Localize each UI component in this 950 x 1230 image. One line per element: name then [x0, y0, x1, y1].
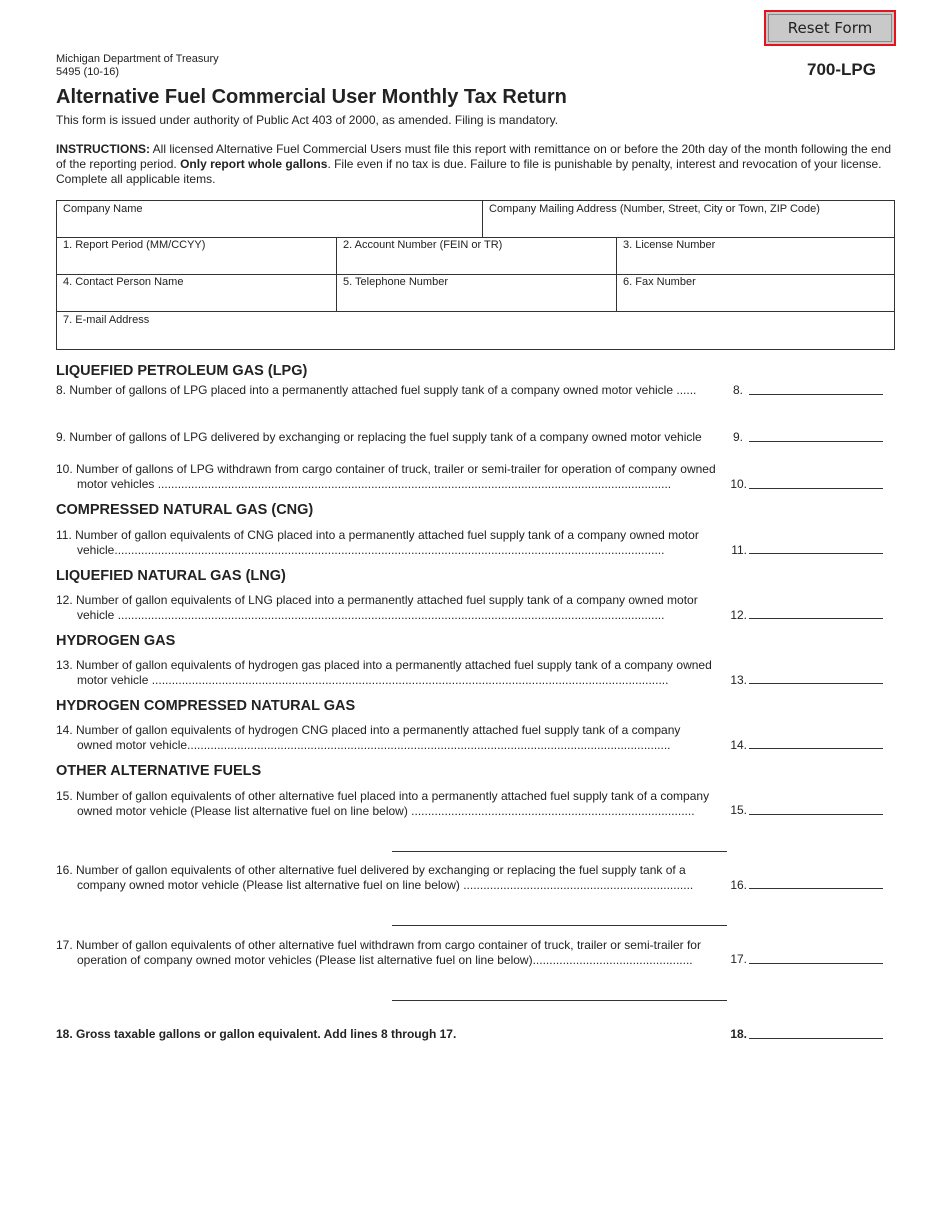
- line-14-input[interactable]: [749, 748, 883, 749]
- report-row: [56, 237, 895, 275]
- line-17-text-2: operation of company owned motor vehicles (Please list alternative fuel on line below)................................................: [77, 953, 693, 967]
- line-10-text-2: motor vehicles ..........................................................................................................................................................: [77, 477, 672, 491]
- line-15-text-2: owned motor vehicle (Please list alternative fuel on line below) .....................................................................................: [77, 804, 695, 818]
- section-hydrogen-cng: HYDROGEN COMPRESSED NATURAL GAS: [56, 698, 356, 714]
- line-10-text-1: 10. Number of gallons of LPG withdrawn from cargo container of truck, trailer or semi-trailer for operation of company owned: [56, 462, 716, 476]
- license-number-label: 3. License Number: [623, 239, 716, 251]
- line-16-text-2: company owned motor vehicle (Please list alternative fuel on line below) .....................................................................: [77, 878, 694, 892]
- line-14-number: 14.: [730, 738, 747, 752]
- company-row: [56, 200, 895, 238]
- line-18-text: 18. Gross taxable gallons or gallon equivalent. Add lines 8 through 17.: [56, 1027, 457, 1041]
- line-14-text-2: owned motor vehicle.................................................................................................................................................: [77, 738, 671, 752]
- email-row: [56, 312, 895, 350]
- line-17-text-1: 17. Number of gallon equivalents of other alternative fuel withdrawn from cargo container of truck, trailer or semi-trailer for: [56, 938, 701, 952]
- line-11-text-2: vehicle.....................................................................................................................................................................: [77, 543, 665, 557]
- line-13-text-2: motor vehicle ...........................................................................................................................................................: [77, 673, 669, 687]
- section-lpg: LIQUEFIED PETROLEUM GAS (LPG): [56, 363, 308, 379]
- line-11-text-1: 11. Number of gallon equivalents of CNG placed into a permanently attached fuel supply tank of a company owned motor: [56, 528, 699, 542]
- line-15-fuel-input[interactable]: [392, 851, 727, 852]
- line-8-input[interactable]: [749, 394, 883, 395]
- line-12-number: 12.: [730, 608, 747, 622]
- line-15-input[interactable]: [749, 814, 883, 815]
- instructions-bold-text: Only report whole gallons: [180, 157, 328, 171]
- instructions-text-2: . File even if no tax is due. Failure to file is punishable by penalty, interest and revocation of your license. Complete all applicable items.: [56, 157, 882, 186]
- email-field[interactable]: [57, 312, 894, 349]
- line-16-fuel-input[interactable]: [392, 925, 727, 926]
- line-14-text-1: 14. Number of gallon equivalents of hydrogen CNG placed into a permanently attached fuel supply tank of a company: [56, 723, 681, 737]
- section-cng: COMPRESSED NATURAL GAS (CNG): [56, 502, 314, 518]
- page-title: Alternative Fuel Commercial User Monthly Tax Return: [56, 86, 567, 108]
- line-12-text: [56, 593, 728, 623]
- contact-row: [56, 274, 895, 312]
- department-name: Michigan Department of Treasury: [56, 53, 219, 65]
- line-18-number: 18.: [730, 1027, 747, 1041]
- line-13-text-1: 13. Number of gallon equivalents of hydrogen gas placed into a permanently attached fuel supply tank of a company owned: [56, 658, 712, 672]
- line-12-text-1: 12. Number of gallon equivalents of LNG placed into a permanently attached fuel supply tank of a company owned motor: [56, 593, 698, 607]
- contact-name-label: 4. Contact Person Name: [63, 276, 184, 288]
- line-13-text: [56, 658, 728, 688]
- instructions-label: INSTRUCTIONS:: [56, 142, 150, 156]
- company-name-field[interactable]: [57, 201, 483, 237]
- contact-name-field[interactable]: [57, 274, 337, 311]
- reset-form-label: Reset Form: [768, 14, 892, 42]
- line-17-text: [56, 938, 728, 968]
- company-address-field[interactable]: [483, 201, 894, 237]
- account-number-label: 2. Account Number (FEIN or TR): [343, 239, 503, 251]
- license-number-field[interactable]: [617, 237, 894, 274]
- line-11-number: 11.: [731, 543, 747, 557]
- report-period-label: 1. Report Period (MM/CCYY): [63, 239, 206, 251]
- company-name-label: Company Name: [63, 203, 143, 215]
- line-9-text: 9. Number of gallons of LPG delivered by exchanging or replacing the fuel supply tank of a company owned motor vehicle: [56, 430, 702, 444]
- line-8-number: 8.: [732, 383, 743, 397]
- email-label: 7. E-mail Address: [63, 314, 150, 326]
- reset-form-button[interactable]: [764, 10, 896, 46]
- line-16-text: [56, 863, 728, 893]
- line-11-text: [56, 528, 728, 558]
- line-10-input[interactable]: [749, 488, 883, 489]
- form-code: 700-LPG: [807, 60, 876, 79]
- line-16-text-1: 16. Number of gallon equivalents of other alternative fuel delivered by exchanging or replacing the fuel supply tank of a: [56, 863, 686, 877]
- report-period-field[interactable]: [57, 237, 337, 274]
- line-15-text-1: 15. Number of gallon equivalents of other alternative fuel placed into a permanently attached fuel supply tank of a company: [56, 789, 710, 803]
- line-11-input[interactable]: [749, 553, 883, 554]
- line-10-number: 10.: [730, 477, 747, 491]
- line-8-text: 8. Number of gallons of LPG placed into a permanently attached fuel supply tank of a company owned motor vehicle ......: [56, 383, 697, 397]
- line-13-input[interactable]: [749, 683, 883, 684]
- instructions: [56, 142, 896, 187]
- line-16-input[interactable]: [749, 888, 883, 889]
- line-12-input[interactable]: [749, 618, 883, 619]
- line-12-text-2: vehicle ....................................................................................................................................................................: [77, 608, 665, 622]
- form-number: 5495 (10-16): [56, 66, 119, 78]
- line-14-text: [56, 723, 728, 753]
- company-address-label: Company Mailing Address (Number, Street, City or Town, ZIP Code): [489, 203, 820, 215]
- line-9-input[interactable]: [749, 441, 883, 442]
- page-subtitle: This form is issued under authority of Public Act 403 of 2000, as amended. Filing is mandatory.: [56, 113, 559, 127]
- line-9-number: 9.: [732, 430, 743, 444]
- line-18-input[interactable]: [749, 1038, 883, 1039]
- fax-field[interactable]: [617, 274, 894, 311]
- line-10-text: [56, 462, 728, 492]
- line-17-input[interactable]: [749, 963, 883, 964]
- section-other-fuels: OTHER ALTERNATIVE FUELS: [56, 763, 262, 779]
- line-17-fuel-input[interactable]: [392, 1000, 727, 1001]
- line-13-number: 13.: [730, 673, 747, 687]
- line-15-number: 15.: [730, 803, 747, 817]
- telephone-label: 5. Telephone Number: [343, 276, 448, 288]
- account-number-field[interactable]: [337, 237, 617, 274]
- section-lng: LIQUEFIED NATURAL GAS (LNG): [56, 568, 286, 584]
- line-16-number: 16.: [730, 878, 747, 892]
- fax-label: 6. Fax Number: [623, 276, 696, 288]
- telephone-field[interactable]: [337, 274, 617, 311]
- line-15-text: [56, 789, 728, 819]
- instructions-text-1: All licensed Alternative Fuel Commercial Users must file this report with remittance on or before the 20th day of the month following the end of the reporting period.: [56, 142, 892, 171]
- line-17-number: 17.: [730, 952, 747, 966]
- section-hydrogen: HYDROGEN GAS: [56, 633, 176, 649]
